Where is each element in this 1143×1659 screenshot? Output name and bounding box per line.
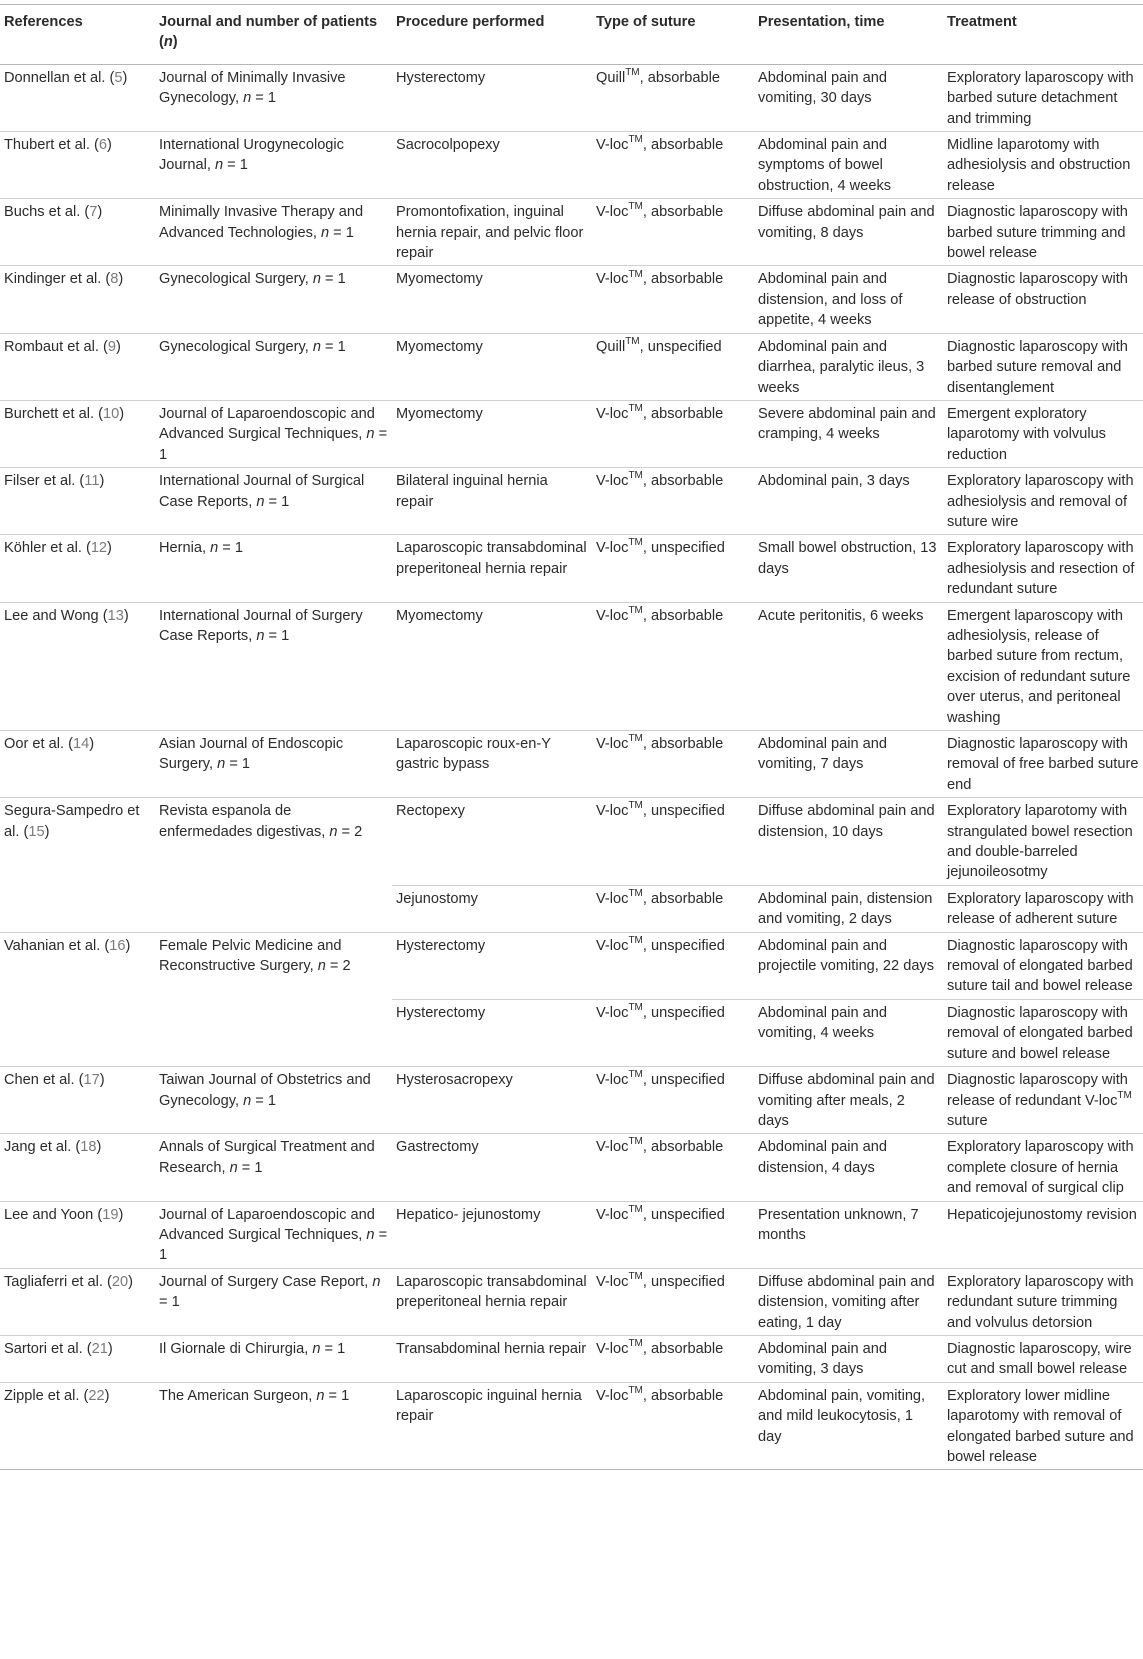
table-row bbox=[0, 132, 1143, 199]
cell-procedure: Jejunostomy bbox=[392, 885, 592, 932]
trademark-mark: TM bbox=[628, 201, 643, 213]
cell-procedure: Myomectomy bbox=[392, 400, 592, 467]
table-row bbox=[0, 1268, 1143, 1335]
suture-type: , absorbable bbox=[642, 1387, 724, 1404]
cell-journal: Il Giornale di Chirurgia, n = 1 bbox=[155, 1335, 392, 1382]
cell-suture bbox=[592, 1201, 754, 1268]
header-suture: Type of suture bbox=[592, 5, 754, 65]
cell-reference: Burchett et al. (10) bbox=[0, 400, 155, 467]
suture-brand: V-loc bbox=[596, 271, 629, 288]
cell-treatment bbox=[943, 731, 1143, 798]
suture-type: , absorbable bbox=[642, 1139, 724, 1156]
header-row bbox=[0, 5, 1143, 65]
treatment-text: Exploratory laparoscopy with adhesiolysis and resection of redundant suture bbox=[947, 540, 1135, 598]
suture-brand: V-loc bbox=[596, 1004, 629, 1021]
cell-presentation: Abdominal pain and vomiting, 30 days bbox=[754, 64, 943, 131]
reference-author: Zipple et al. bbox=[4, 1387, 80, 1404]
cell-presentation: Diffuse abdominal pain and vomiting, 8 days bbox=[754, 199, 943, 266]
cell-treatment bbox=[943, 1067, 1143, 1134]
cell-suture bbox=[592, 999, 754, 1066]
cell-journal: Annals of Surgical Treatment and Research, n = 1 bbox=[155, 1134, 392, 1201]
cell-journal: Minimally Invasive Therapy and Advanced Technologies, n = 1 bbox=[155, 199, 392, 266]
trademark-mark: TM bbox=[628, 537, 643, 549]
cell-procedure: Sacrocolpopexy bbox=[392, 132, 592, 199]
cell-suture bbox=[592, 731, 754, 798]
treatment-text: Diagnostic laparoscopy, wire cut and small bowel release bbox=[947, 1340, 1132, 1378]
cell-reference: Köhler et al. (12) bbox=[0, 535, 155, 602]
suture-type: , absorbable bbox=[642, 473, 724, 490]
treatment-text: Midline laparotomy with adhesiolysis and obstruction release bbox=[947, 137, 1131, 194]
citation-link[interactable]: 16 bbox=[109, 937, 126, 954]
cell-presentation: Diffuse abdominal pain and vomiting after meals, 2 days bbox=[754, 1067, 943, 1134]
cell-journal: Taiwan Journal of Obstetrics and Gynecology, n = 1 bbox=[155, 1067, 392, 1134]
cell-presentation: Acute peritonitis, 6 weeks bbox=[754, 602, 943, 730]
suture-brand: V-loc bbox=[596, 1387, 629, 1404]
trademark-mark: TM bbox=[628, 1270, 643, 1282]
cell-suture bbox=[592, 1335, 754, 1382]
cell-reference: Filser et al. (11) bbox=[0, 468, 155, 535]
cell-procedure: Transabdominal hernia repair bbox=[392, 1335, 592, 1382]
cell-treatment bbox=[943, 602, 1143, 730]
cell-presentation: Abdominal pain and projectile vomiting, 22 days bbox=[754, 932, 943, 999]
reference-author: Oor et al. bbox=[4, 736, 65, 752]
cell-reference: Rombaut et al. (9) bbox=[0, 333, 155, 400]
reference-author: Tagliaferri et al. bbox=[4, 1273, 103, 1290]
trademark-mark: TM bbox=[628, 403, 643, 415]
reference-author: Segura-Sampedro et al. bbox=[4, 803, 140, 840]
suture-type: , unspecified bbox=[642, 1273, 725, 1290]
cell-treatment bbox=[943, 1201, 1143, 1268]
cell-reference: Oor et al. (14) bbox=[0, 731, 155, 798]
treatment-text-after: suture bbox=[947, 1112, 988, 1129]
trademark-mark: TM bbox=[628, 470, 643, 482]
table-row bbox=[0, 400, 1143, 467]
cell-procedure: Hysterectomy bbox=[392, 64, 592, 131]
cell-journal: Journal of Laparoendoscopic and Advanced Surgical Techniques, n = 1 bbox=[155, 400, 392, 467]
citation-link[interactable]: 20 bbox=[111, 1273, 129, 1290]
cell-journal: Asian Journal of Endoscopic Surgery, n = 1 bbox=[155, 731, 392, 798]
reference-author: Lee and Wong bbox=[4, 607, 99, 624]
suture-type: , unspecified bbox=[642, 540, 725, 557]
table-row bbox=[0, 535, 1143, 602]
suture-brand: V-loc bbox=[596, 137, 629, 154]
cell-journal: International Journal of Surgical Case Reports, n = 1 bbox=[155, 468, 392, 535]
reference-author: Chen et al. bbox=[4, 1072, 75, 1089]
cell-reference: Buchs et al. (7) bbox=[0, 199, 155, 266]
treatment-text: Diagnostic laparoscopy with removal of elongated barbed suture and bowel release bbox=[947, 1004, 1133, 1062]
suture-brand: V-loc bbox=[596, 1206, 629, 1223]
cell-suture bbox=[592, 1382, 754, 1470]
treatment-brand: V-loc bbox=[1084, 1092, 1118, 1109]
treatment-text: Hepaticojejunostomy revision bbox=[947, 1206, 1137, 1223]
suture-brand: V-loc bbox=[596, 803, 629, 820]
case-reports-table bbox=[0, 4, 1143, 1470]
cell-journal: Gynecological Surgery, n = 1 bbox=[155, 266, 392, 333]
cell-treatment bbox=[943, 1268, 1143, 1335]
cell-procedure: Rectopexy bbox=[392, 798, 592, 886]
table-row bbox=[0, 266, 1143, 333]
cell-treatment bbox=[943, 885, 1143, 932]
cell-reference bbox=[0, 885, 155, 932]
citation-link[interactable]: 10 bbox=[102, 405, 120, 422]
cell-presentation: Presentation unknown, 7 months bbox=[754, 1201, 943, 1268]
cell-treatment bbox=[943, 1134, 1143, 1201]
treatment-text: Diagnostic laparoscopy with removal of elongated barbed suture tail and bowel release bbox=[947, 937, 1133, 995]
suture-type: , absorbable bbox=[642, 607, 724, 624]
cell-suture bbox=[592, 535, 754, 602]
treatment-text: Diagnostic laparoscopy with release of obstruction bbox=[947, 271, 1128, 308]
citation-link[interactable]: 19 bbox=[102, 1206, 119, 1223]
suture-brand: Quill bbox=[596, 69, 626, 86]
cell-reference: Chen et al. (17) bbox=[0, 1067, 155, 1134]
suture-brand: V-loc bbox=[596, 1273, 629, 1290]
reference-author: Burchett et al. bbox=[4, 405, 95, 422]
cell-reference: Zipple et al. (22) bbox=[0, 1382, 155, 1470]
cell-procedure: Myomectomy bbox=[392, 266, 592, 333]
table-row bbox=[0, 1067, 1143, 1134]
cell-treatment bbox=[943, 64, 1143, 131]
cell-procedure: Laparoscopic roux-en-Y gastric bypass bbox=[392, 731, 592, 798]
trademark-mark: TM bbox=[1117, 1089, 1132, 1101]
cell-journal: Revista espanola de enfermedades digestivas, n = 2 bbox=[159, 803, 363, 840]
citation-link[interactable]: 5 bbox=[114, 69, 123, 86]
reference-author: Rombaut et al. bbox=[4, 338, 99, 355]
treatment-text: Emergent laparoscopy with adhesiolysis, release of barbed suture from rectum, excision of redundant suture over uterus, and peritoneal washing bbox=[947, 607, 1131, 726]
reference-author: Kindinger et al. bbox=[4, 271, 102, 288]
cell-journal: Journal of Surgery Case Report, n = 1 bbox=[155, 1268, 392, 1335]
cell-treatment bbox=[943, 1335, 1143, 1382]
suture-brand: V-loc bbox=[596, 607, 629, 624]
cell-procedure: Laparoscopic inguinal hernia repair bbox=[392, 1382, 592, 1470]
reference-author: Lee and Yoon bbox=[4, 1206, 94, 1223]
suture-brand: V-loc bbox=[596, 736, 629, 752]
reference-author: Filser et al. bbox=[4, 473, 76, 490]
cell-reference: Vahanian et al. (16) bbox=[4, 937, 131, 954]
cell-presentation: Diffuse abdominal pain and distension, 10 days bbox=[754, 798, 943, 886]
cell-reference: Tagliaferri et al. (20) bbox=[0, 1268, 155, 1335]
cell-procedure: Bilateral inguinal hernia repair bbox=[392, 468, 592, 535]
treatment-text: Exploratory laparoscopy with release of adherent suture bbox=[947, 890, 1134, 928]
cell-suture bbox=[592, 400, 754, 467]
cell-presentation: Abdominal pain and vomiting, 7 days bbox=[754, 731, 943, 798]
suture-type: , unspecified bbox=[642, 1004, 725, 1021]
table-row bbox=[0, 1382, 1143, 1470]
suture-type: , absorbable bbox=[642, 204, 724, 221]
cell-treatment bbox=[943, 400, 1143, 467]
treatment-text: Diagnostic laparoscopy with release of redundant bbox=[947, 1072, 1128, 1109]
cell-presentation: Diffuse abdominal pain and distension, vomiting after eating, 1 day bbox=[754, 1268, 943, 1335]
cell-presentation: Abdominal pain and distension, 4 days bbox=[754, 1134, 943, 1201]
cell-treatment bbox=[943, 535, 1143, 602]
suture-type: , absorbable bbox=[639, 69, 720, 86]
cell-presentation: Severe abdominal pain and cramping, 4 weeks bbox=[754, 400, 943, 467]
suture-type: , absorbable bbox=[642, 736, 724, 752]
suture-type: , absorbable bbox=[642, 890, 724, 907]
trademark-mark: TM bbox=[628, 1136, 643, 1148]
reference-author: Buchs et al. bbox=[4, 204, 81, 221]
cell-treatment bbox=[943, 999, 1143, 1066]
cell-suture bbox=[592, 132, 754, 199]
cell-procedure: Myomectomy bbox=[392, 333, 592, 400]
cell-treatment bbox=[943, 333, 1143, 400]
treatment-text: Exploratory lower midline laparotomy with removal of elongated barbed suture and bowel release bbox=[947, 1387, 1134, 1465]
cell-suture bbox=[592, 266, 754, 333]
cell-suture bbox=[592, 199, 754, 266]
table-row bbox=[0, 1201, 1143, 1268]
cell-treatment bbox=[943, 798, 1143, 886]
cell-procedure: Laparoscopic transabdominal preperitoneal hernia repair bbox=[392, 535, 592, 602]
cell-reference: Kindinger et al. (8) bbox=[0, 266, 155, 333]
cell-reference: Segura-Sampedro et al. (15) bbox=[4, 803, 140, 840]
cell-procedure: Promontofixation, inguinal hernia repair, and pelvic floor repair bbox=[392, 199, 592, 266]
cell-journal: International Urogynecologic Journal, n = 1 bbox=[155, 132, 392, 199]
reference-author: Sartori et al. bbox=[4, 1340, 83, 1357]
trademark-mark: TM bbox=[628, 134, 643, 146]
cell-procedure: Hysterosacropexy bbox=[392, 1067, 592, 1134]
citation-link[interactable]: 15 bbox=[28, 823, 45, 840]
reference-author: Donnellan et al. bbox=[4, 69, 106, 86]
cell-presentation: Abdominal pain and distension, and loss of appetite, 4 weeks bbox=[754, 266, 943, 333]
treatment-text: Exploratory laparoscopy with redundant suture trimming and volvulus detorsion bbox=[947, 1273, 1134, 1331]
table-row bbox=[0, 1134, 1143, 1201]
citation-link[interactable]: 8 bbox=[110, 271, 119, 288]
trademark-mark: TM bbox=[625, 66, 640, 78]
cell-journal: The American Surgeon, n = 1 bbox=[155, 1382, 392, 1470]
treatment-text: Exploratory laparoscopy with barbed suture detachment and trimming bbox=[947, 69, 1134, 127]
header-references: References bbox=[0, 5, 155, 65]
cell-treatment bbox=[943, 468, 1143, 535]
citation-link[interactable]: 21 bbox=[91, 1340, 108, 1357]
reference-author: Thubert et al. bbox=[4, 137, 90, 154]
cell-journal: Hernia, n = 1 bbox=[155, 535, 392, 602]
table-row bbox=[0, 932, 1143, 999]
cell-procedure: Myomectomy bbox=[392, 602, 592, 730]
table-row bbox=[0, 199, 1143, 266]
suture-brand: V-loc bbox=[596, 890, 629, 907]
trademark-mark: TM bbox=[628, 604, 643, 616]
trademark-mark: TM bbox=[628, 1338, 643, 1350]
suture-brand: V-loc bbox=[596, 405, 629, 422]
cell-suture bbox=[592, 1268, 754, 1335]
cell-journal: Female Pelvic Medicine and Reconstructive Surgery, n = 2 bbox=[159, 937, 351, 975]
cell-suture bbox=[592, 1134, 754, 1201]
cell-presentation: Abdominal pain and vomiting, 4 weeks bbox=[754, 999, 943, 1066]
header-presentation: Presentation, time bbox=[754, 5, 943, 65]
cell-journal: Gynecological Surgery, n = 1 bbox=[155, 333, 392, 400]
trademark-mark: TM bbox=[628, 934, 643, 946]
cell-presentation: Abdominal pain, 3 days bbox=[754, 468, 943, 535]
cell-presentation: Abdominal pain, vomiting, and mild leukocytosis, 1 day bbox=[754, 1382, 943, 1470]
cell-journal bbox=[155, 999, 392, 1066]
trademark-mark: TM bbox=[625, 335, 640, 347]
citation-link[interactable]: 6 bbox=[98, 137, 108, 154]
trademark-mark: TM bbox=[628, 1069, 643, 1081]
cell-journal: Journal of Minimally Invasive Gynecology, n = 1 bbox=[155, 64, 392, 131]
suture-type: , unspecified bbox=[642, 937, 725, 954]
cell-suture bbox=[592, 885, 754, 932]
treatment-text: Diagnostic laparoscopy with barbed suture trimming and bowel release bbox=[947, 204, 1128, 262]
header-journal: Journal and number of patients (n) bbox=[155, 5, 392, 65]
suture-brand: Quill bbox=[596, 338, 626, 355]
table-row bbox=[0, 1335, 1143, 1382]
cell-presentation: Abdominal pain and diarrhea, paralytic ileus, 3 weeks bbox=[754, 333, 943, 400]
trademark-mark: TM bbox=[628, 1002, 643, 1014]
cell-journal: International Journal of Surgery Case Reports, n = 1 bbox=[155, 602, 392, 730]
citation-link[interactable]: 12 bbox=[90, 540, 108, 557]
cell-procedure: Hysterectomy bbox=[392, 999, 592, 1066]
citation-link[interactable]: 13 bbox=[107, 607, 124, 624]
table-row bbox=[0, 333, 1143, 400]
cell-treatment bbox=[943, 199, 1143, 266]
treatment-text: Diagnostic laparoscopy with removal of free barbed suture end bbox=[947, 736, 1139, 793]
cell-procedure: Hepatico- jejunostomy bbox=[392, 1201, 592, 1268]
cell-suture bbox=[592, 798, 754, 886]
citation-link[interactable]: 7 bbox=[89, 204, 98, 221]
cell-reference: Jang et al. (18) bbox=[0, 1134, 155, 1201]
cell-treatment bbox=[943, 266, 1143, 333]
cell-presentation: Abdominal pain and vomiting, 3 days bbox=[754, 1335, 943, 1382]
table-body bbox=[0, 64, 1143, 1470]
table-row bbox=[0, 731, 1143, 798]
suture-brand: V-loc bbox=[596, 540, 629, 557]
treatment-text: Diagnostic laparoscopy with barbed suture removal and disentanglement bbox=[947, 338, 1128, 396]
treatment-text: Exploratory laparoscopy with adhesiolysis and removal of suture wire bbox=[947, 473, 1134, 530]
cell-procedure: Hysterectomy bbox=[392, 932, 592, 999]
suture-type: , absorbable bbox=[642, 1340, 724, 1357]
trademark-mark: TM bbox=[628, 733, 643, 745]
header-procedure: Procedure performed bbox=[392, 5, 592, 65]
table-row bbox=[0, 602, 1143, 730]
cell-reference: Lee and Yoon (19) bbox=[0, 1201, 155, 1268]
cell-suture bbox=[592, 932, 754, 999]
table-row bbox=[0, 64, 1143, 131]
cell-treatment bbox=[943, 1382, 1143, 1470]
cell-journal: Journal of Laparoendoscopic and Advanced Surgical Techniques, n = 1 bbox=[155, 1201, 392, 1268]
treatment-text: Exploratory laparoscopy with complete closure of hernia and removal of surgical clip bbox=[947, 1139, 1134, 1197]
suture-type: , absorbable bbox=[642, 271, 724, 288]
cell-procedure: Laparoscopic transabdominal preperitoneal hernia repair bbox=[392, 1268, 592, 1335]
citation-link[interactable]: 11 bbox=[84, 473, 100, 490]
suture-brand: V-loc bbox=[596, 1139, 629, 1156]
treatment-text: Emergent exploratory laparotomy with volvulus reduction bbox=[947, 405, 1106, 463]
cell-procedure: Gastrectomy bbox=[392, 1134, 592, 1201]
reference-author: Vahanian et al. bbox=[4, 937, 101, 954]
citation-link[interactable]: 14 bbox=[72, 736, 90, 752]
cell-presentation: Small bowel obstruction, 13 days bbox=[754, 535, 943, 602]
cell-presentation: Abdominal pain, distension and vomiting, 2 days bbox=[754, 885, 943, 932]
suture-brand: V-loc bbox=[596, 1072, 629, 1089]
suture-type: , unspecified bbox=[642, 1072, 725, 1089]
cell-suture bbox=[592, 468, 754, 535]
cell-reference: Donnellan et al. (5) bbox=[0, 64, 155, 131]
cell-presentation: Abdominal pain and symptoms of bowel obstruction, 4 weeks bbox=[754, 132, 943, 199]
treatment-text: Exploratory laparotomy with strangulated bowel resection and double-barreled jejunoileosotmy bbox=[947, 803, 1133, 881]
citation-link[interactable]: 17 bbox=[83, 1072, 100, 1089]
suture-type: , unspecified bbox=[639, 338, 722, 355]
suture-type: , unspecified bbox=[642, 1206, 725, 1223]
table-row bbox=[0, 468, 1143, 535]
cell-suture bbox=[592, 333, 754, 400]
trademark-mark: TM bbox=[628, 800, 643, 812]
suture-type: , absorbable bbox=[642, 405, 724, 422]
reference-author: Köhler et al. bbox=[4, 540, 82, 557]
suture-type: , absorbable bbox=[642, 137, 724, 154]
trademark-mark: TM bbox=[628, 1384, 643, 1396]
trademark-mark: TM bbox=[628, 1203, 643, 1215]
cell-reference bbox=[0, 999, 155, 1066]
citation-link[interactable]: 9 bbox=[107, 338, 116, 355]
table-row bbox=[0, 999, 1143, 1066]
cell-reference: Lee and Wong (13) bbox=[0, 602, 155, 730]
citation-link[interactable]: 18 bbox=[80, 1139, 97, 1156]
trademark-mark: TM bbox=[628, 887, 643, 899]
suture-brand: V-loc bbox=[596, 473, 629, 490]
cell-treatment bbox=[943, 932, 1143, 999]
suture-type: , unspecified bbox=[642, 803, 725, 820]
cell-reference: Thubert et al. (6) bbox=[0, 132, 155, 199]
citation-link[interactable]: 22 bbox=[88, 1387, 105, 1404]
table-row bbox=[0, 798, 1143, 886]
cell-treatment bbox=[943, 132, 1143, 199]
cell-suture bbox=[592, 64, 754, 131]
suture-brand: V-loc bbox=[596, 204, 629, 221]
suture-brand: V-loc bbox=[596, 1340, 629, 1357]
cell-suture bbox=[592, 602, 754, 730]
header-treatment: Treatment bbox=[943, 5, 1143, 65]
table-row bbox=[0, 885, 1143, 932]
cell-journal bbox=[155, 885, 392, 932]
reference-author: Jang et al. bbox=[4, 1139, 72, 1156]
trademark-mark: TM bbox=[628, 268, 643, 280]
cell-suture bbox=[592, 1067, 754, 1134]
table-header bbox=[0, 5, 1143, 65]
suture-brand: V-loc bbox=[596, 937, 629, 954]
cell-reference: Sartori et al. (21) bbox=[0, 1335, 155, 1382]
